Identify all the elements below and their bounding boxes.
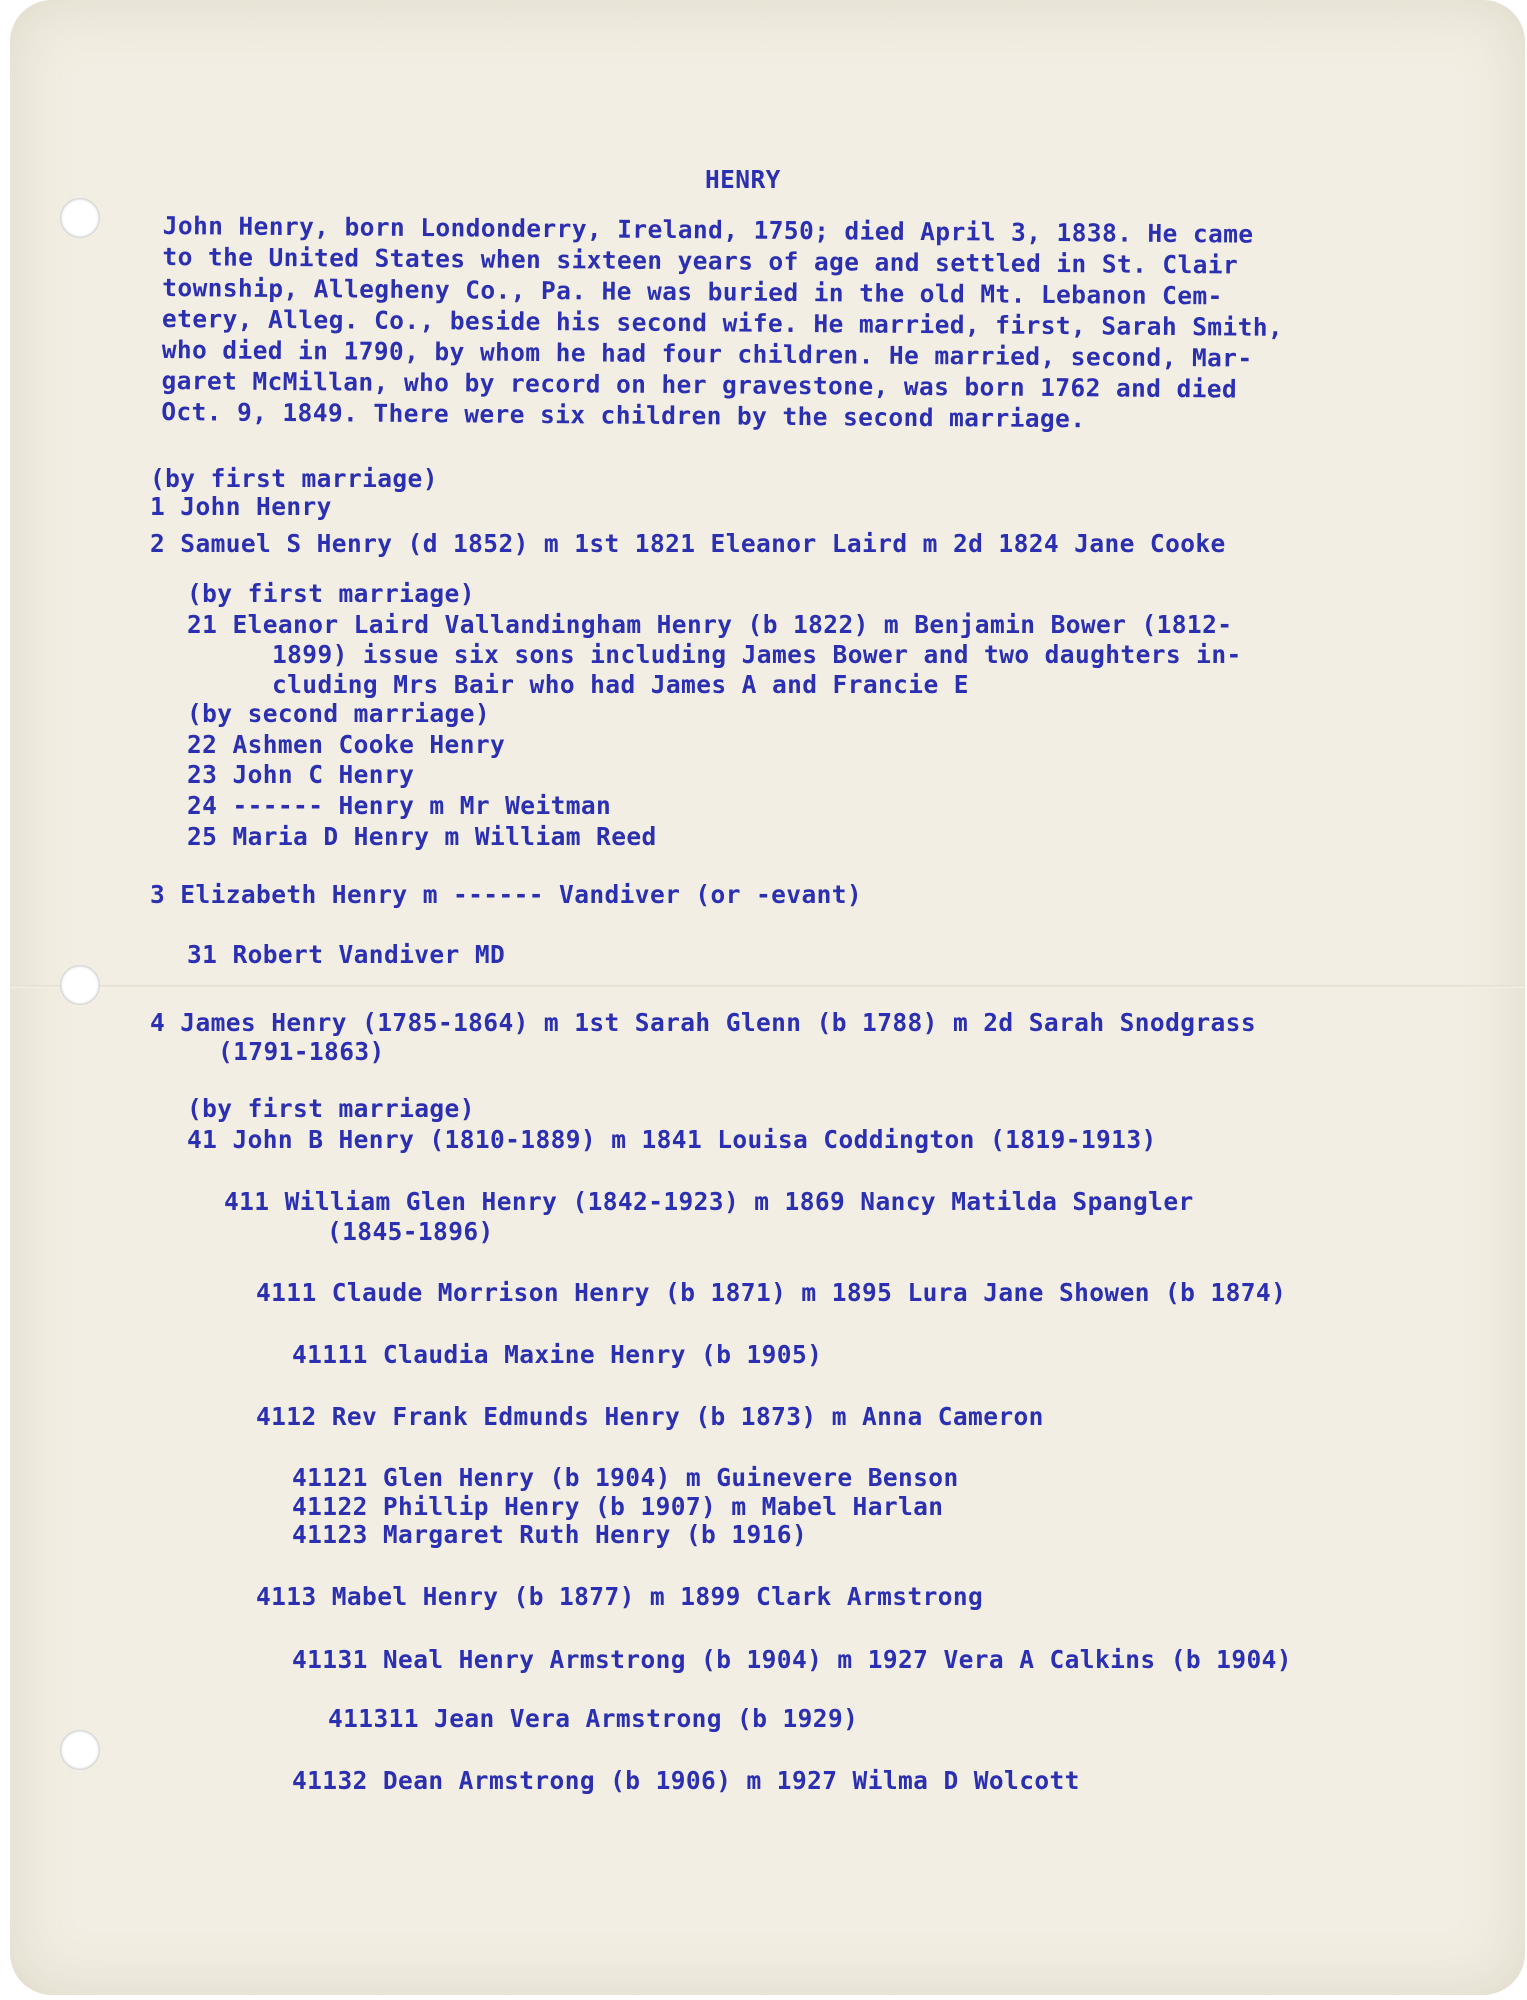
entry-4113: 4113 Mabel Henry (b 1877) m 1899 Clark Armstrong: [256, 1582, 984, 1611]
intro-line: garet McMillan, who by record on her gravestone, was born 1762 and died: [161, 365, 1238, 404]
entry-41122: 41122 Phillip Henry (b 1907) m Mabel Harlan: [292, 1492, 944, 1521]
entry-21: 21 Eleanor Laird Vallandingham Henry (b 1822) m Benjamin Bower (1812-: [187, 610, 1233, 639]
entry-41121: 41121 Glen Henry (b 1904) m Guinevere Benson: [292, 1463, 959, 1492]
entry-4: 4 James Henry (1785-1864) m 1st Sarah Glenn (b 1788) m 2d Sarah Snodgrass: [150, 1008, 1256, 1037]
entry-23: 23 John C Henry: [187, 760, 415, 789]
entry-1: 1 John Henry: [150, 492, 332, 521]
section-heading-first-marriage: (by first marriage): [150, 464, 438, 493]
entry-41131: 41131 Neal Henry Armstrong (b 1904) m 1927 Vera A Calkins (b 1904): [292, 1645, 1292, 1674]
intro-line: Oct. 9, 1849. There were six children by the second marriage.: [161, 396, 1086, 434]
entry-3: 3 Elizabeth Henry m ------ Vandiver (or -evant): [150, 880, 863, 909]
entry-411: 411 William Glen Henry (1842-1923) m 1869 Nancy Matilda Spangler: [224, 1187, 1194, 1216]
intro-line: township, Allegheny Co., Pa. He was buried in the old Mt. Lebanon Cem-: [162, 273, 1223, 311]
paper-fold: [10, 985, 1525, 988]
page-title: HENRY: [705, 165, 781, 194]
entry-41123: 41123 Margaret Ruth Henry (b 1916): [292, 1520, 808, 1549]
intro-paragraph: [161, 210, 1284, 436]
entry-31: 31 Robert Vandiver MD: [187, 940, 506, 969]
typed-page: [10, 0, 1525, 1995]
entry-21-continued: 1899) issue six sons including James Bower and two daughters in-: [272, 640, 1242, 669]
entry-4111: 4111 Claude Morrison Henry (b 1871) m 1895 Lura Jane Showen (b 1874): [256, 1278, 1287, 1307]
punch-hole-bottom: [60, 1730, 100, 1770]
punch-hole-top: [60, 198, 100, 238]
entry-2: 2 Samuel S Henry (d 1852) m 1st 1821 Eleanor Laird m 2d 1824 Jane Cooke: [150, 529, 1226, 558]
entry-21-continued: cluding Mrs Bair who had James A and Francie E: [272, 670, 969, 699]
entry-411311: 411311 Jean Vera Armstrong (b 1929): [328, 1704, 859, 1733]
intro-line: who died in 1790, by whom he had four children. He married, second, Mar-: [161, 334, 1253, 373]
entry-411-continued: (1845-1896): [327, 1217, 494, 1246]
intro-line: John Henry, born Londonderry, Ireland, 1750; died April 3, 1838. He came: [162, 211, 1254, 249]
entry-41111: 41111 Claudia Maxine Henry (b 1905): [292, 1340, 823, 1369]
entry-22: 22 Ashmen Cooke Henry: [187, 730, 506, 759]
entry-41132: 41132 Dean Armstrong (b 1906) m 1927 Wilma D Wolcott: [292, 1766, 1080, 1795]
entry-24: 24 ------ Henry m Mr Weitman: [187, 791, 612, 820]
entry-4-continued: (1791-1863): [218, 1037, 385, 1066]
intro-line: to the United States when sixteen years of age and settled in St. Clair: [162, 242, 1239, 280]
entry-25: 25 Maria D Henry m William Reed: [187, 822, 657, 851]
intro-line: etery, Alleg. Co., beside his second wife. He married, first, Sarah Smith,: [161, 304, 1284, 342]
section-heading-first-marriage: (by first marriage): [187, 1094, 475, 1123]
punch-hole-middle: [60, 965, 100, 1005]
entry-41: 41 John B Henry (1810-1889) m 1841 Louisa Coddington (1819-1913): [187, 1125, 1157, 1154]
entry-4112: 4112 Rev Frank Edmunds Henry (b 1873) m Anna Cameron: [256, 1402, 1044, 1431]
section-heading-first-marriage: (by first marriage): [187, 579, 475, 608]
section-heading-second-marriage: (by second marriage): [187, 699, 491, 728]
